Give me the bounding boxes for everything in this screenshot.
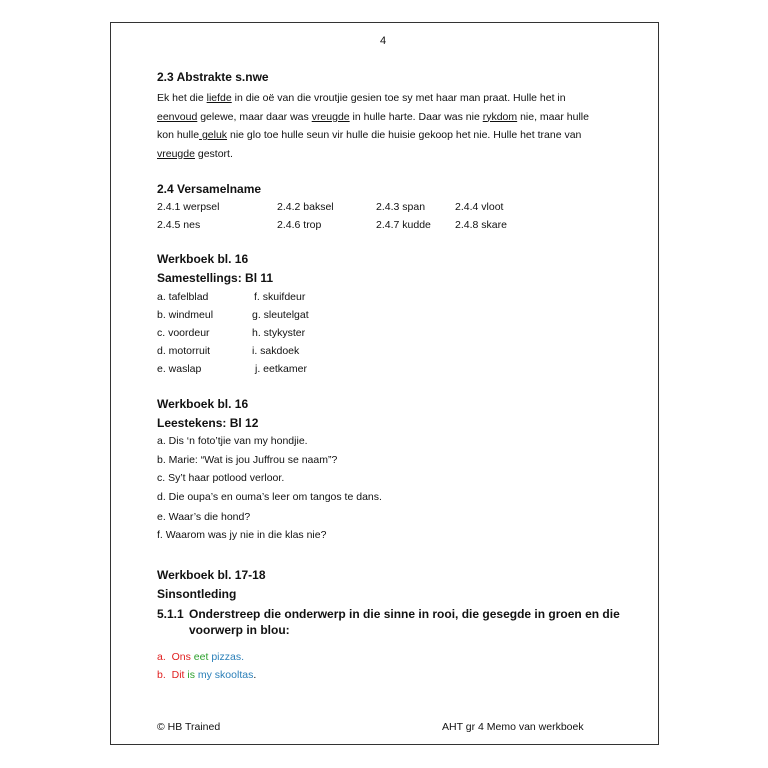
answer-b-verb: is <box>187 669 195 681</box>
compound-item-f: f. skuifdeur <box>254 291 306 303</box>
paragraph-text: kon hulle <box>157 129 200 141</box>
punctuation-item-b: b. Marie: “Wat is jou Juffrou se naam”? <box>157 454 338 466</box>
paragraph-text: nie glo toe hulle seun vir hulle die huisie gekoop het nie. Hulle het trane van <box>227 129 582 141</box>
collective-row-2-c: 2.4.7 kudde <box>376 219 431 231</box>
answer-a-verb: eet <box>193 651 209 663</box>
paragraph-text: gelewe, maar daar was <box>197 110 312 123</box>
compound-item-h: h. stykyster <box>252 327 306 339</box>
punctuation-item-e: e. Waar’s die hond? <box>157 511 251 523</box>
abstract-nouns-paragraph <box>157 89 617 163</box>
answer-b-end: . <box>253 669 257 681</box>
paragraph-line <box>157 89 617 108</box>
compound-item-e: e. waslap <box>157 363 202 375</box>
compound-item-g: g. sleutelgat <box>252 309 309 321</box>
collective-row-2-a: 2.4.5 nes <box>157 219 201 231</box>
footer-title: AHT gr 4 Memo van werkboek <box>442 721 584 733</box>
compound-item-a: a. tafelblad <box>157 291 209 303</box>
compound-item-d: d. motorruit <box>157 345 211 357</box>
answer-a-object: pizzas <box>211 651 242 663</box>
abstract-noun: rykdom <box>482 110 518 123</box>
abstract-noun: liefde <box>206 92 232 104</box>
abstract-noun: vreugde <box>157 147 195 160</box>
collective-row-2-b: 2.4.6 trop <box>277 219 322 231</box>
question-line-1: Onderstreep die onderwerp in die sinne in rooi, die gesegde in groen en die <box>189 607 620 621</box>
collective-row-1-b: 2.4.2 baksel <box>277 201 334 213</box>
abstract-noun: vreugde <box>311 110 350 123</box>
compound-item-i: i. sakdoek <box>252 345 300 357</box>
paragraph-text: Ek het die <box>157 92 207 104</box>
punctuation-item-a: a. Dis ‘n foto’tjie van my hondjie. <box>157 435 308 447</box>
abstract-noun: eenvoud <box>157 110 198 123</box>
sentence-analysis-heading: Sinsontleding <box>157 587 237 601</box>
punctuation-item-d: d. Die oupa’s en ouma’s leer om tangos te dans. <box>157 491 382 503</box>
paragraph-line <box>157 145 617 164</box>
collective-row-1-c: 2.4.3 span <box>376 201 426 213</box>
answer-a <box>157 651 244 663</box>
abstract-noun: geluk <box>199 129 228 141</box>
compound-item-j: j. eetkamer <box>255 363 307 375</box>
answer-a-label: a. <box>157 651 166 663</box>
footer-copyright: © HB Trained <box>157 721 221 733</box>
answer-b <box>157 669 256 681</box>
paragraph-line <box>157 108 617 127</box>
section-2-4-heading: 2.4 Versamelname <box>157 182 262 196</box>
paragraph-text: nie, maar hulle <box>517 110 589 123</box>
collective-row-1-d: 2.4.4 vloot <box>455 201 504 213</box>
workbook-page-16-heading-2: Werkboek bl. 16 <box>157 397 249 411</box>
collective-row-2-d: 2.4.8 skare <box>455 219 507 231</box>
punctuation-item-f: f. Waarom was jy nie in die klas nie? <box>157 529 327 541</box>
collective-row-1-a: 2.4.1 werpsel <box>157 201 220 213</box>
document-page <box>110 22 659 745</box>
paragraph-text: in hulle harte. Daar was nie <box>349 110 483 123</box>
answer-b-object: my skooltas <box>197 669 254 681</box>
answer-a-subject: Ons <box>171 651 191 663</box>
punctuation-heading: Leestekens: Bl 12 <box>157 416 259 430</box>
answer-b-label: b. <box>157 669 166 681</box>
question-line-2: voorwerp in blou: <box>189 623 290 637</box>
page-number: 4 <box>380 35 387 47</box>
punctuation-item-c: c. Sy’t haar potlood verloor. <box>157 472 285 484</box>
paragraph-line <box>157 126 617 145</box>
paragraph-text: in die oë van die vroutjie gesien toe sy met haar man praat. Hulle het in <box>231 92 566 104</box>
compound-item-b: b. windmeul <box>157 309 214 321</box>
workbook-page-16-heading: Werkboek bl. 16 <box>157 252 249 266</box>
question-number: 5.1.1 <box>157 607 184 621</box>
compound-item-c: c. voordeur <box>157 327 210 339</box>
compounds-heading: Samestellings: Bl 11 <box>157 271 274 285</box>
section-2-3-heading: 2.3 Abstrakte s.nwe <box>157 70 269 84</box>
answer-a-end: . <box>241 651 245 663</box>
workbook-page-17-18-heading: Werkboek bl. 17-18 <box>157 568 266 582</box>
paragraph-text: gestort. <box>194 147 233 160</box>
answer-b-subject: Dit <box>171 669 185 681</box>
